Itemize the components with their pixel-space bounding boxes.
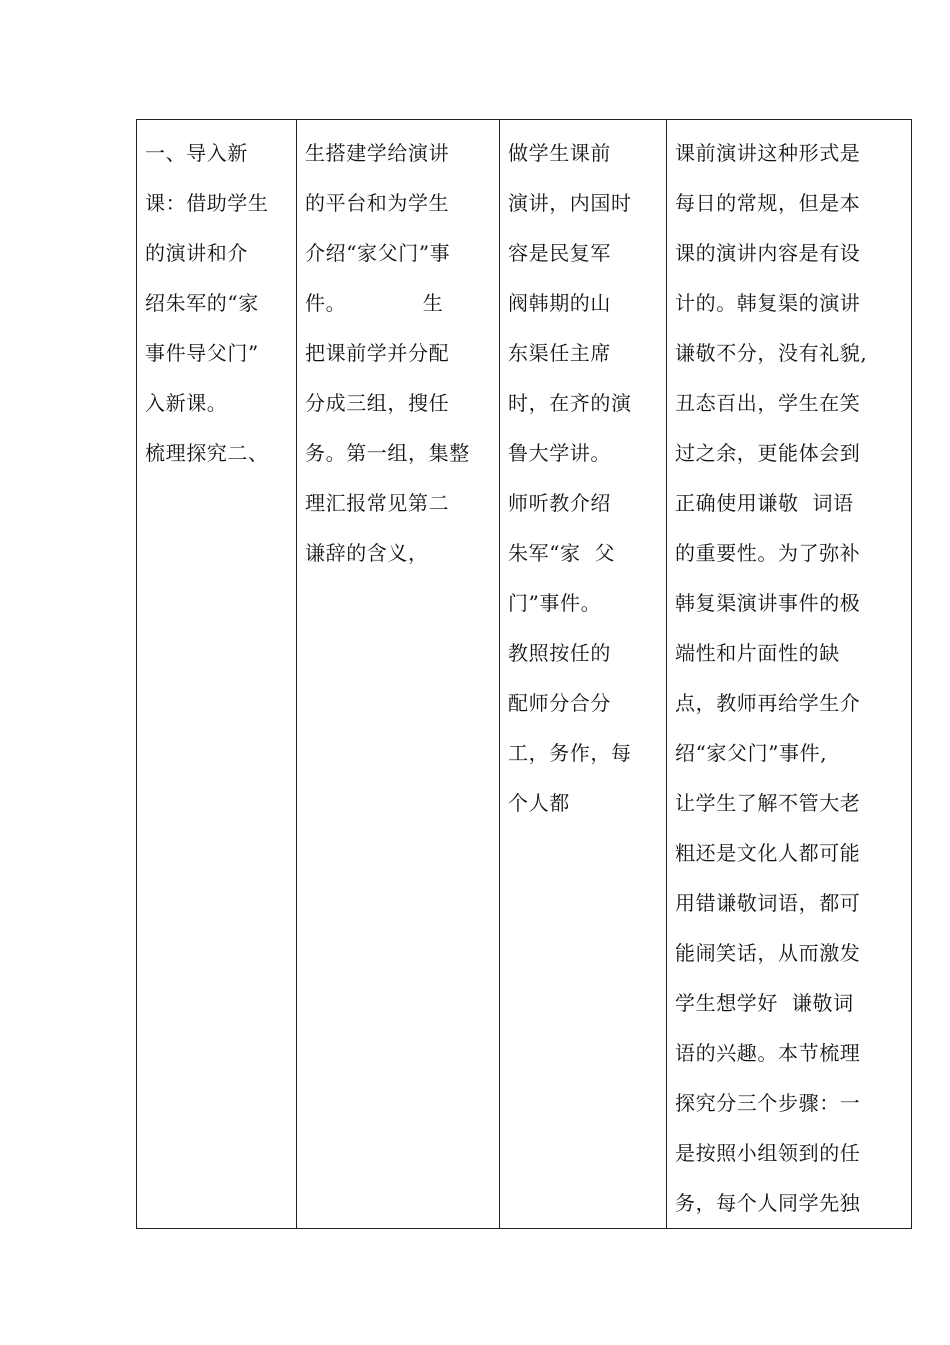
cell-text-line: 谦敬不分，没有礼貌, (675, 341, 868, 365)
cell-text-line: 门”事件。 (508, 591, 602, 615)
cell-text-line: 学生想学好 谦敬词 (675, 991, 854, 1015)
cell-text-line: 丑态百出，学生在笑 (675, 391, 861, 415)
cell-text-line: 一、导入新 (145, 141, 248, 165)
cell-text-line: 务。第一组，集整 (305, 441, 470, 465)
cell-text-line: 阀韩期的山 (508, 291, 611, 315)
cell-text-line: 入新课。 (145, 391, 228, 415)
cell-text-line: 工，务作，每 (508, 741, 632, 765)
cell-text-line: 计的。韩复渠的演讲 (675, 291, 861, 315)
cell-text-line: 做学生课前 (508, 141, 611, 165)
cell-text-line: 是按照小组领到的任 (675, 1141, 861, 1165)
cell-text-line: 介绍“家父门”事 (305, 241, 451, 265)
cell-text-line: 个人都 (508, 791, 570, 815)
cell-text-line: 配师分合分 (508, 691, 611, 715)
cell-text-line: 的演讲和介 (145, 241, 248, 265)
table-row (137, 120, 912, 1229)
cell-text-line: 让学生了解不管大老 (675, 791, 861, 815)
cell-text-line: 梳理探究二、 (145, 441, 269, 465)
cell-text-line: 朱军“家 父 (508, 541, 616, 565)
cell-text-line: 粗还是文化人都可能 (675, 841, 861, 865)
cell-text-line: 课的演讲内容是有设 (675, 241, 861, 265)
cell-text-line: 课前演讲这种形式是 (675, 141, 861, 165)
cell-text-line: 生搭建学给演讲 (305, 141, 450, 165)
cell-text-line: 的重要性。为了弥补 (675, 541, 861, 565)
cell-text-line: 时，在齐的演 (508, 391, 632, 415)
design-intent-cell (667, 120, 912, 1229)
cell-text-line: 东渠任主席 (508, 341, 611, 365)
cell-text-line: 鲁大学讲。 (508, 441, 611, 465)
cell-text-line: 探究分三个步骤：一 (675, 1091, 861, 1115)
cell-text-line: 点，教师再给学生介 (675, 691, 861, 715)
cell-text-line: 分成三组，搜任 (305, 391, 450, 415)
cell-text-line: 事件导父门” (145, 341, 259, 365)
cell-text-line: 过之余，更能体会到 (675, 441, 861, 465)
cell-text-line: 的平台和为学生 (305, 191, 450, 215)
cell-text-line: 教照按任的 (508, 641, 611, 665)
cell-text-line: 谦辞的含义， (305, 541, 429, 565)
cell-text-line: 能闹笑话，从而激发 (675, 941, 861, 965)
cell-text-line: 语的兴趣。本节梳理 (675, 1041, 861, 1065)
cell-text-line: 演讲，内国时 (508, 191, 632, 215)
student-activity-cell (500, 120, 667, 1229)
cell-text-line: 正确使用谦敬 词语 (675, 491, 854, 515)
cell-text-line: 韩复渠演讲事件的极 (675, 591, 861, 615)
cell-text-line: 绍朱军的“家 (145, 291, 259, 315)
cell-text-line: 每日的常规，但是本 (675, 191, 861, 215)
cell-text-line: 用错谦敬词语，都可 (675, 891, 861, 915)
cell-text-line: 课：借助学生 (145, 191, 269, 215)
teaching-step-cell (137, 120, 297, 1229)
cell-text-line: 件。 生 (305, 291, 444, 315)
cell-text-line: 容是民复军 (508, 241, 611, 265)
cell-text-line: 绍“家父门”事件, (675, 741, 828, 765)
cell-text-line: 端性和片面性的缺 (675, 641, 840, 665)
lesson-plan-table (136, 119, 912, 1229)
teacher-activity-cell (297, 120, 500, 1229)
cell-text-line: 务，每个人同学先独 (675, 1191, 861, 1215)
cell-text-line: 把课前学并分配 (305, 341, 450, 365)
cell-text-line: 理汇报常见第二 (305, 491, 450, 515)
cell-text-line: 师听教介绍 (508, 491, 611, 515)
